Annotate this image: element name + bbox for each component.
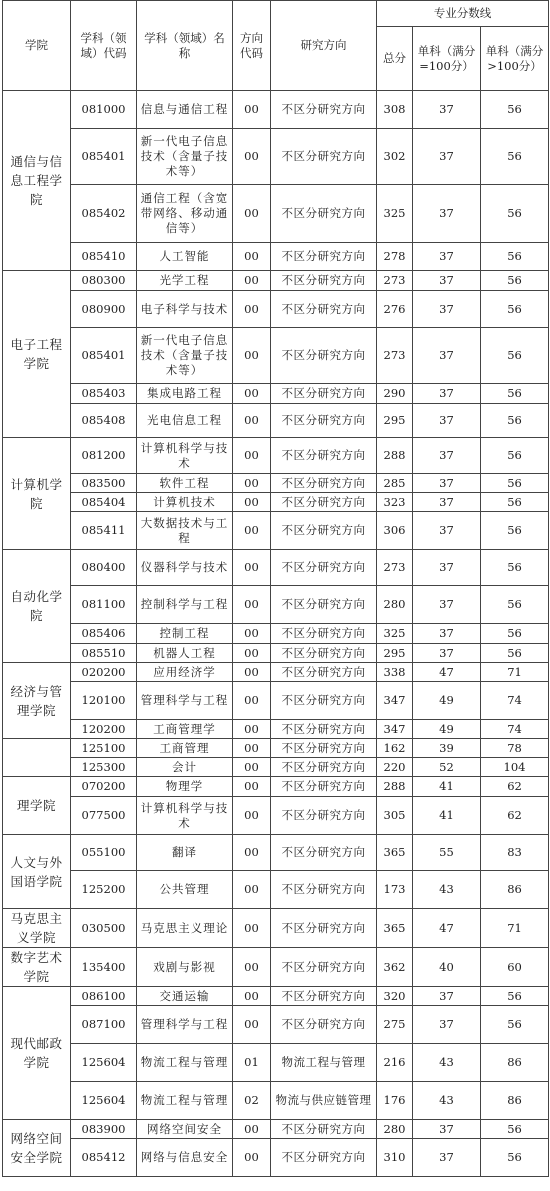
single-100-score-cell: 39 [413,739,481,758]
table-row [3,1044,549,1082]
total-score-cell: 325 [377,185,413,243]
school-cell: 经济与管理学院 [3,663,71,739]
single-over-100-score-cell: 56 [481,1006,549,1044]
total-score-cell: 347 [377,682,413,720]
table-row [3,493,549,512]
name-cell: 物流工程与管理 [137,1082,233,1120]
single-over-100-score-cell: 56 [481,474,549,493]
total-score-cell: 302 [377,129,413,185]
header-name: 学科（领域）名称 [137,1,233,91]
research-cell: 不区分研究方向 [271,474,377,493]
school-cell: 计算机学院 [3,438,71,550]
single-over-100-score-cell: 86 [481,1044,549,1082]
total-score-cell: 176 [377,1082,413,1120]
name-cell: 管理科学与工程 [137,1006,233,1044]
single-over-100-score-cell: 56 [481,404,549,438]
table-row [3,739,549,758]
name-cell: 管理科学与工程 [137,682,233,720]
table-row [3,948,549,987]
name-cell: 仪器科学与技术 [137,550,233,586]
name-cell: 物理学 [137,777,233,797]
single-100-score-cell: 40 [413,948,481,987]
code-cell: 083500 [71,474,137,493]
single-over-100-score-cell: 56 [481,624,549,644]
single-100-score-cell: 37 [413,404,481,438]
research-cell: 不区分研究方向 [271,835,377,871]
table-row [3,438,549,474]
school-cell: 马克思主义学院 [3,909,71,948]
single-100-score-cell: 37 [413,550,481,586]
school-cell: 网络空间安全学院 [3,1120,71,1177]
single-100-score-cell: 37 [413,384,481,404]
total-score-cell: 310 [377,1139,413,1177]
total-score-cell: 276 [377,291,413,328]
code-cell: 085510 [71,644,137,663]
single-100-score-cell: 43 [413,1082,481,1120]
total-score-cell: 173 [377,871,413,909]
direction-code-cell: 00 [233,720,271,739]
total-score-cell: 278 [377,243,413,271]
direction-code-cell: 00 [233,624,271,644]
single-over-100-score-cell: 56 [481,271,549,291]
research-cell: 不区分研究方向 [271,438,377,474]
table-row [3,987,549,1006]
single-over-100-score-cell: 56 [481,243,549,271]
single-over-100-score-cell: 71 [481,909,549,948]
total-score-cell: 216 [377,1044,413,1082]
name-cell: 计算机科学与技术 [137,797,233,835]
code-cell: 125604 [71,1082,137,1120]
direction-code-cell: 00 [233,909,271,948]
total-score-cell: 280 [377,586,413,624]
name-cell: 控制科学与工程 [137,586,233,624]
direction-code-cell: 00 [233,1139,271,1177]
name-cell: 网络与信息安全 [137,1139,233,1177]
research-cell: 不区分研究方向 [271,91,377,129]
direction-code-cell: 00 [233,663,271,682]
direction-code-cell: 00 [233,271,271,291]
code-cell: 085401 [71,328,137,384]
header-total: 总分 [377,27,413,91]
total-score-cell: 273 [377,550,413,586]
total-score-cell: 325 [377,624,413,644]
table-row [3,291,549,328]
total-score-cell: 295 [377,404,413,438]
total-score-cell: 280 [377,1120,413,1139]
direction-code-cell: 00 [233,91,271,129]
table-row [3,404,549,438]
direction-code-cell: 00 [233,739,271,758]
research-cell: 不区分研究方向 [271,404,377,438]
single-100-score-cell: 49 [413,720,481,739]
single-over-100-score-cell: 104 [481,758,549,777]
total-score-cell: 220 [377,758,413,777]
code-cell: 080900 [71,291,137,328]
single-over-100-score-cell: 56 [481,129,549,185]
code-cell: 085412 [71,1139,137,1177]
single-100-score-cell: 37 [413,1139,481,1177]
single-over-100-score-cell: 56 [481,328,549,384]
school-cell: 自动化学院 [3,550,71,663]
table-row [3,384,549,404]
direction-code-cell: 00 [233,586,271,624]
name-cell: 网络空间安全 [137,1120,233,1139]
code-cell: 125200 [71,871,137,909]
direction-code-cell: 01 [233,1044,271,1082]
direction-code-cell: 00 [233,644,271,663]
name-cell: 信息与通信工程 [137,91,233,129]
single-100-score-cell: 49 [413,682,481,720]
single-over-100-score-cell: 62 [481,777,549,797]
code-cell: 085408 [71,404,137,438]
code-cell: 085411 [71,512,137,550]
total-score-cell: 347 [377,720,413,739]
table-row [3,586,549,624]
table-row [3,758,549,777]
name-cell: 光电信息工程 [137,404,233,438]
name-cell: 电子科学与技术 [137,291,233,328]
code-cell: 087100 [71,1006,137,1044]
single-over-100-score-cell: 60 [481,948,549,987]
research-cell: 不区分研究方向 [271,1139,377,1177]
direction-code-cell: 00 [233,243,271,271]
header-single-100: 单科（满分=100分） [413,27,481,91]
single-100-score-cell: 37 [413,474,481,493]
code-cell: 085410 [71,243,137,271]
total-score-cell: 308 [377,91,413,129]
table-row [3,797,549,835]
total-score-cell: 320 [377,987,413,1006]
total-score-cell: 288 [377,777,413,797]
research-cell: 不区分研究方向 [271,624,377,644]
table-row [3,185,549,243]
code-cell: 085404 [71,493,137,512]
total-score-cell: 162 [377,739,413,758]
direction-code-cell: 00 [233,474,271,493]
school-cell: 数字艺术学院 [3,948,71,987]
code-cell: 120100 [71,682,137,720]
school-cell: 理学院 [3,777,71,835]
code-cell: 081100 [71,586,137,624]
name-cell: 人工智能 [137,243,233,271]
school-cell: 现代邮政学院 [3,987,71,1120]
table-row [3,777,549,797]
single-100-score-cell: 52 [413,758,481,777]
research-cell: 不区分研究方向 [271,682,377,720]
code-cell: 080400 [71,550,137,586]
name-cell: 控制工程 [137,624,233,644]
table-row [3,835,549,871]
single-100-score-cell: 37 [413,586,481,624]
code-cell: 125604 [71,1044,137,1082]
single-over-100-score-cell: 62 [481,797,549,835]
code-cell: 081200 [71,438,137,474]
direction-code-cell: 00 [233,438,271,474]
code-cell: 085403 [71,384,137,404]
table-row [3,682,549,720]
single-over-100-score-cell: 71 [481,663,549,682]
single-100-score-cell: 43 [413,871,481,909]
research-cell: 不区分研究方向 [271,797,377,835]
total-score-cell: 285 [377,474,413,493]
direction-code-cell: 00 [233,987,271,1006]
single-over-100-score-cell: 56 [481,512,549,550]
research-cell: 不区分研究方向 [271,384,377,404]
research-cell: 不区分研究方向 [271,185,377,243]
code-cell: 086100 [71,987,137,1006]
table-header [3,1,549,91]
total-score-cell: 275 [377,1006,413,1044]
single-over-100-score-cell: 78 [481,739,549,758]
total-score-cell: 306 [377,512,413,550]
research-cell: 不区分研究方向 [271,909,377,948]
direction-code-cell: 00 [233,682,271,720]
table-row [3,871,549,909]
single-over-100-score-cell: 56 [481,291,549,328]
single-over-100-score-cell: 56 [481,91,549,129]
name-cell: 软件工程 [137,474,233,493]
table-row [3,1082,549,1120]
total-score-cell: 365 [377,909,413,948]
name-cell: 物流工程与管理 [137,1044,233,1082]
single-100-score-cell: 43 [413,1044,481,1082]
direction-code-cell: 00 [233,185,271,243]
total-score-cell: 295 [377,644,413,663]
single-100-score-cell: 37 [413,129,481,185]
school-cell: 人文与外国语学院 [3,835,71,909]
direction-code-cell: 00 [233,404,271,438]
name-cell: 通信工程（含宽带网络、移动通信等） [137,185,233,243]
research-cell: 不区分研究方向 [271,512,377,550]
direction-code-cell: 00 [233,328,271,384]
single-100-score-cell: 55 [413,835,481,871]
research-cell: 不区分研究方向 [271,291,377,328]
direction-code-cell: 00 [233,797,271,835]
single-over-100-score-cell: 56 [481,987,549,1006]
code-cell: 135400 [71,948,137,987]
single-100-score-cell: 37 [413,1120,481,1139]
research-cell: 不区分研究方向 [271,758,377,777]
total-score-cell: 365 [377,835,413,871]
name-cell: 新一代电子信息技术（含量子技术等） [137,129,233,185]
code-cell: 080300 [71,271,137,291]
table-row [3,663,549,682]
code-cell: 081000 [71,91,137,129]
single-100-score-cell: 41 [413,777,481,797]
research-cell: 不区分研究方向 [271,550,377,586]
single-100-score-cell: 37 [413,243,481,271]
direction-code-cell: 00 [233,758,271,777]
research-cell: 不区分研究方向 [271,129,377,185]
direction-code-cell: 00 [233,291,271,328]
code-cell: 120200 [71,720,137,739]
total-score-cell: 273 [377,271,413,291]
table-row [3,550,549,586]
name-cell: 大数据技术与工程 [137,512,233,550]
single-100-score-cell: 37 [413,328,481,384]
school-cell: 电子工程学院 [3,271,71,438]
research-cell: 不区分研究方向 [271,663,377,682]
single-over-100-score-cell: 86 [481,1082,549,1120]
direction-code-cell: 02 [233,1082,271,1120]
table-body [3,91,549,1177]
table-row [3,909,549,948]
research-cell: 不区分研究方向 [271,644,377,663]
name-cell: 翻译 [137,835,233,871]
table-row [3,1120,549,1139]
table-row [3,243,549,271]
code-cell: 125100 [71,739,137,758]
code-cell: 083900 [71,1120,137,1139]
name-cell: 马克思主义理论 [137,909,233,948]
code-cell: 070200 [71,777,137,797]
single-100-score-cell: 47 [413,663,481,682]
single-over-100-score-cell: 74 [481,720,549,739]
code-cell: 020200 [71,663,137,682]
research-cell: 不区分研究方向 [271,777,377,797]
research-cell: 不区分研究方向 [271,739,377,758]
single-over-100-score-cell: 56 [481,438,549,474]
single-over-100-score-cell: 56 [481,586,549,624]
research-cell: 不区分研究方向 [271,871,377,909]
total-score-cell: 323 [377,493,413,512]
direction-code-cell: 00 [233,493,271,512]
direction-code-cell: 00 [233,1006,271,1044]
direction-code-cell: 00 [233,129,271,185]
header-single-over-100: 单科（满分>100分） [481,27,549,91]
name-cell: 机器人工程 [137,644,233,663]
research-cell: 不区分研究方向 [271,328,377,384]
total-score-cell: 288 [377,438,413,474]
single-100-score-cell: 37 [413,438,481,474]
single-100-score-cell: 37 [413,644,481,663]
name-cell: 工商管理 [137,739,233,758]
research-cell: 不区分研究方向 [271,271,377,291]
name-cell: 戏剧与影视 [137,948,233,987]
table-row [3,624,549,644]
single-100-score-cell: 37 [413,512,481,550]
name-cell: 交通运输 [137,987,233,1006]
code-cell: 055100 [71,835,137,871]
header-score-line: 专业分数线 [377,1,549,27]
direction-code-cell: 00 [233,1120,271,1139]
single-over-100-score-cell: 83 [481,835,549,871]
research-cell: 不区分研究方向 [271,1120,377,1139]
table-row [3,129,549,185]
table-row [3,1139,549,1177]
direction-code-cell: 00 [233,777,271,797]
research-cell: 不区分研究方向 [271,493,377,512]
table-row [3,328,549,384]
code-cell: 085402 [71,185,137,243]
name-cell: 光学工程 [137,271,233,291]
table-row [3,91,549,129]
total-score-cell: 338 [377,663,413,682]
single-100-score-cell: 37 [413,1006,481,1044]
research-cell: 物流与供应链管理 [271,1082,377,1120]
single-over-100-score-cell: 56 [481,550,549,586]
direction-code-cell: 00 [233,512,271,550]
research-cell: 不区分研究方向 [271,586,377,624]
research-cell: 物流工程与管理 [271,1044,377,1082]
direction-code-cell: 00 [233,948,271,987]
name-cell: 公共管理 [137,871,233,909]
code-cell: 125300 [71,758,137,777]
single-100-score-cell: 37 [413,91,481,129]
research-cell: 不区分研究方向 [271,987,377,1006]
school-cell [3,739,71,777]
single-100-score-cell: 47 [413,909,481,948]
single-over-100-score-cell: 56 [481,1120,549,1139]
total-score-cell: 305 [377,797,413,835]
name-cell: 会计 [137,758,233,777]
single-100-score-cell: 37 [413,291,481,328]
single-100-score-cell: 37 [413,624,481,644]
single-100-score-cell: 37 [413,493,481,512]
name-cell: 计算机科学与技术 [137,438,233,474]
admission-score-table [2,0,549,1177]
direction-code-cell: 00 [233,871,271,909]
research-cell: 不区分研究方向 [271,243,377,271]
total-score-cell: 290 [377,384,413,404]
single-over-100-score-cell: 56 [481,384,549,404]
research-cell: 不区分研究方向 [271,948,377,987]
research-cell: 不区分研究方向 [271,720,377,739]
direction-code-cell: 00 [233,835,271,871]
name-cell: 新一代电子信息技术（含量子技术等） [137,328,233,384]
code-cell: 085401 [71,129,137,185]
header-code: 学科（领域）代码 [71,1,137,91]
single-100-score-cell: 41 [413,797,481,835]
single-100-score-cell: 37 [413,185,481,243]
name-cell: 工商管理学 [137,720,233,739]
single-over-100-score-cell: 56 [481,493,549,512]
total-score-cell: 273 [377,328,413,384]
name-cell: 计算机技术 [137,493,233,512]
school-cell: 通信与信息工程学院 [3,91,71,271]
table-row [3,644,549,663]
single-over-100-score-cell: 86 [481,871,549,909]
single-over-100-score-cell: 56 [481,185,549,243]
header-school: 学院 [3,1,71,91]
header-direction-code: 方向代码 [233,1,271,91]
name-cell: 集成电路工程 [137,384,233,404]
name-cell: 应用经济学 [137,663,233,682]
table-row [3,474,549,493]
header-research: 研究方向 [271,1,377,91]
single-over-100-score-cell: 56 [481,1139,549,1177]
table-row [3,1006,549,1044]
code-cell: 030500 [71,909,137,948]
table-row [3,512,549,550]
table-row [3,720,549,739]
table-row [3,271,549,291]
direction-code-cell: 00 [233,384,271,404]
code-cell: 077500 [71,797,137,835]
single-over-100-score-cell: 74 [481,682,549,720]
single-100-score-cell: 37 [413,987,481,1006]
code-cell: 085406 [71,624,137,644]
single-100-score-cell: 37 [413,271,481,291]
research-cell: 不区分研究方向 [271,1006,377,1044]
total-score-cell: 362 [377,948,413,987]
single-over-100-score-cell: 56 [481,644,549,663]
direction-code-cell: 00 [233,550,271,586]
